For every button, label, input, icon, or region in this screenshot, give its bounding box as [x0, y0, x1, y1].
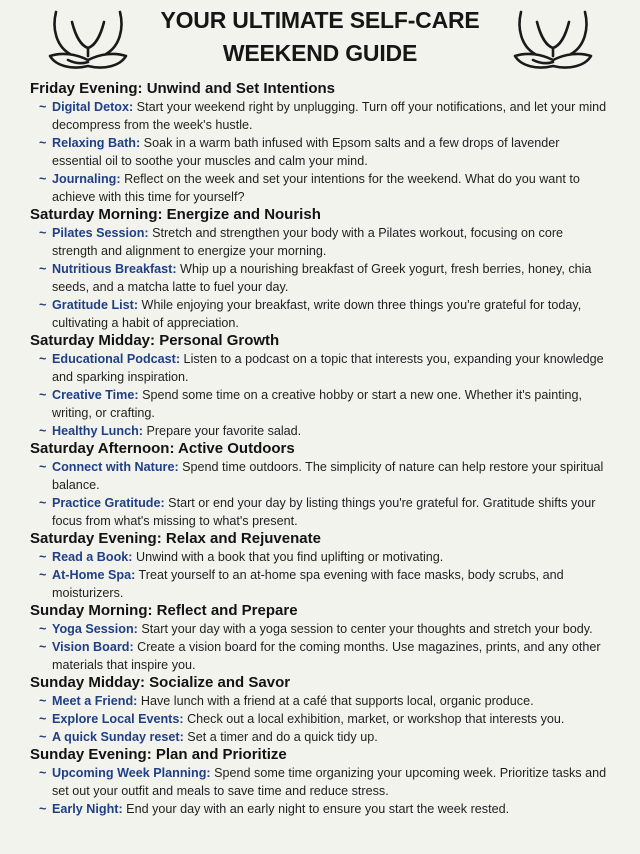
tilde-bullet-icon: ~	[39, 712, 47, 726]
tip-list	[0, 548, 640, 602]
list-item	[39, 800, 612, 818]
list-item	[39, 386, 612, 422]
tip-description: Set a timer and do a quick tidy up.	[183, 730, 378, 744]
tilde-bullet-icon: ~	[39, 802, 47, 816]
tip-label: Relaxing Bath:	[52, 136, 141, 150]
tilde-bullet-icon: ~	[39, 730, 47, 744]
list-item	[39, 692, 612, 710]
tip-description: Check out a local exhibition, market, or workshop that interests you.	[183, 712, 565, 726]
tip-label: Explore Local Events:	[52, 712, 184, 726]
tip-description: Treat yourself to an at-home spa evening with face masks, body scrubs, and moisturizers.	[52, 568, 564, 600]
tip-description: Spend some time on a creative hobby or start a new one. Whether it's painting, writing, or crafting.	[52, 388, 583, 420]
tip-list	[0, 692, 640, 746]
tip-list	[0, 224, 640, 332]
tip-description: While enjoying your breakfast, write down three things you're grateful for today, cultivating a habit of appreciation.	[52, 298, 582, 330]
tilde-bullet-icon: ~	[39, 262, 47, 276]
tip-label: Pilates Session:	[52, 226, 149, 240]
list-item	[39, 728, 612, 746]
tip-label: Digital Detox:	[52, 100, 134, 114]
list-item	[39, 638, 612, 674]
tip-label: Yoga Session:	[52, 622, 138, 636]
list-item	[39, 566, 612, 602]
tip-label: Read a Book:	[52, 550, 133, 564]
list-item	[39, 260, 612, 296]
section	[0, 746, 640, 818]
tip-description: Whip up a nourishing breakfast of Greek yogurt, fresh berries, honey, chia seeds, and a matcha latte to fuel your day.	[52, 262, 592, 294]
tilde-bullet-icon: ~	[39, 460, 47, 474]
tip-description: Prepare your favorite salad.	[142, 424, 302, 438]
tilde-bullet-icon: ~	[39, 694, 47, 708]
tip-description: Start your day with a yoga session to center your thoughts and stretch your body.	[137, 622, 593, 636]
tip-label: Meet a Friend:	[52, 694, 138, 708]
tip-list	[0, 458, 640, 530]
tip-label: Vision Board:	[52, 640, 134, 654]
tip-label: At-Home Spa:	[52, 568, 136, 582]
list-item	[39, 764, 612, 800]
tilde-bullet-icon: ~	[39, 568, 47, 582]
section-heading: Sunday Morning: Reflect and Prepare	[30, 602, 298, 619]
tip-label: Early Night:	[52, 802, 123, 816]
tip-label: Practice Gratitude:	[52, 496, 165, 510]
list-item	[39, 458, 612, 494]
tilde-bullet-icon: ~	[39, 172, 47, 186]
section-heading: Sunday Midday: Socialize and Savor	[30, 674, 291, 691]
list-item	[39, 350, 612, 386]
tip-label: Educational Podcast:	[52, 352, 181, 366]
tip-label: A quick Sunday reset:	[52, 730, 184, 744]
tip-label: Creative Time:	[52, 388, 139, 402]
list-item	[39, 710, 612, 728]
tip-label: Gratitude List:	[52, 298, 139, 312]
tip-description: End your day with an early night to ensure you start the week rested.	[122, 802, 510, 816]
title-line-1: YOUR ULTIMATE SELF-CARE	[160, 7, 480, 33]
tip-list	[0, 764, 640, 818]
section	[0, 674, 640, 746]
tilde-bullet-icon: ~	[39, 226, 47, 240]
list-item	[39, 170, 612, 206]
list-item	[39, 494, 612, 530]
list-item	[39, 224, 612, 260]
tilde-bullet-icon: ~	[39, 352, 47, 366]
tilde-bullet-icon: ~	[39, 496, 47, 510]
tip-description: Create a vision board for the coming months. Use magazines, prints, and any other materials that inspire you.	[52, 640, 601, 672]
tilde-bullet-icon: ~	[39, 424, 47, 438]
tip-label: Upcoming Week Planning:	[52, 766, 211, 780]
section-heading: Friday Evening: Unwind and Set Intentions	[30, 80, 336, 97]
tilde-bullet-icon: ~	[39, 100, 47, 114]
section	[0, 206, 640, 332]
list-item	[39, 620, 612, 638]
section-heading: Saturday Midday: Personal Growth	[30, 332, 280, 349]
section	[0, 530, 640, 602]
tilde-bullet-icon: ~	[39, 622, 47, 636]
tip-description: Spend some time organizing your upcoming week. Prioritize tasks and set out your outfit and meals to save time and reduce stress.	[52, 766, 607, 798]
list-item	[39, 296, 612, 332]
tip-list	[0, 620, 640, 674]
section-heading: Saturday Afternoon: Active Outdoors	[30, 440, 295, 457]
section-heading: Saturday Evening: Relax and Rejuvenate	[30, 530, 321, 547]
section	[0, 440, 640, 530]
tilde-bullet-icon: ~	[39, 388, 47, 402]
list-item	[39, 422, 612, 440]
section	[0, 602, 640, 674]
tip-description: Have lunch with a friend at a café that supports local, organic produce.	[137, 694, 534, 708]
tilde-bullet-icon: ~	[39, 640, 47, 654]
section	[0, 80, 640, 206]
tip-label: Healthy Lunch:	[52, 424, 143, 438]
tip-list	[0, 350, 640, 440]
tip-description: Reflect on the week and set your intentions for the weekend. What do you want to achieve with this time for yourself?	[52, 172, 580, 204]
tip-label: Journaling:	[52, 172, 121, 186]
meditation-figure-icon	[507, 0, 599, 76]
tip-label: Connect with Nature:	[52, 460, 179, 474]
tip-description: Start your weekend right by unplugging. Turn off your notifications, and let your mind decompress from the week's hustle.	[52, 100, 607, 132]
tilde-bullet-icon: ~	[39, 298, 47, 312]
list-item	[39, 548, 612, 566]
tip-description: Listen to a podcast on a topic that interests you, expanding your knowledge and sparking inspiration.	[52, 352, 604, 384]
list-item	[39, 98, 612, 134]
tilde-bullet-icon: ~	[39, 766, 47, 780]
tilde-bullet-icon: ~	[39, 550, 47, 564]
section-heading: Saturday Morning: Energize and Nourish	[30, 206, 321, 223]
tip-description: Soak in a warm bath infused with Epsom salts and a few drops of lavender essential oil to soothe your muscles and calm your mind.	[52, 136, 560, 168]
tip-description: Stretch and strengthen your body with a Pilates workout, focusing on core strength and alignment to energize your morning.	[52, 226, 564, 258]
header	[0, 0, 640, 76]
section-heading: Sunday Evening: Plan and Prioritize	[30, 746, 287, 763]
tip-description: Spend time outdoors. The simplicity of nature can help restore your spiritual balance.	[52, 460, 604, 492]
guide-content	[0, 80, 640, 818]
title-line-2: WEEKEND GUIDE	[222, 40, 418, 66]
section	[0, 332, 640, 440]
tilde-bullet-icon: ~	[39, 136, 47, 150]
tip-label: Nutritious Breakfast:	[52, 262, 177, 276]
list-item	[39, 134, 612, 170]
tip-list	[0, 98, 640, 206]
tip-description: Unwind with a book that you find uplifting or motivating.	[132, 550, 444, 564]
tip-description: Start or end your day by listing things you're grateful for. Gratitude shifts your focus from what's missing to what's present.	[52, 496, 596, 528]
